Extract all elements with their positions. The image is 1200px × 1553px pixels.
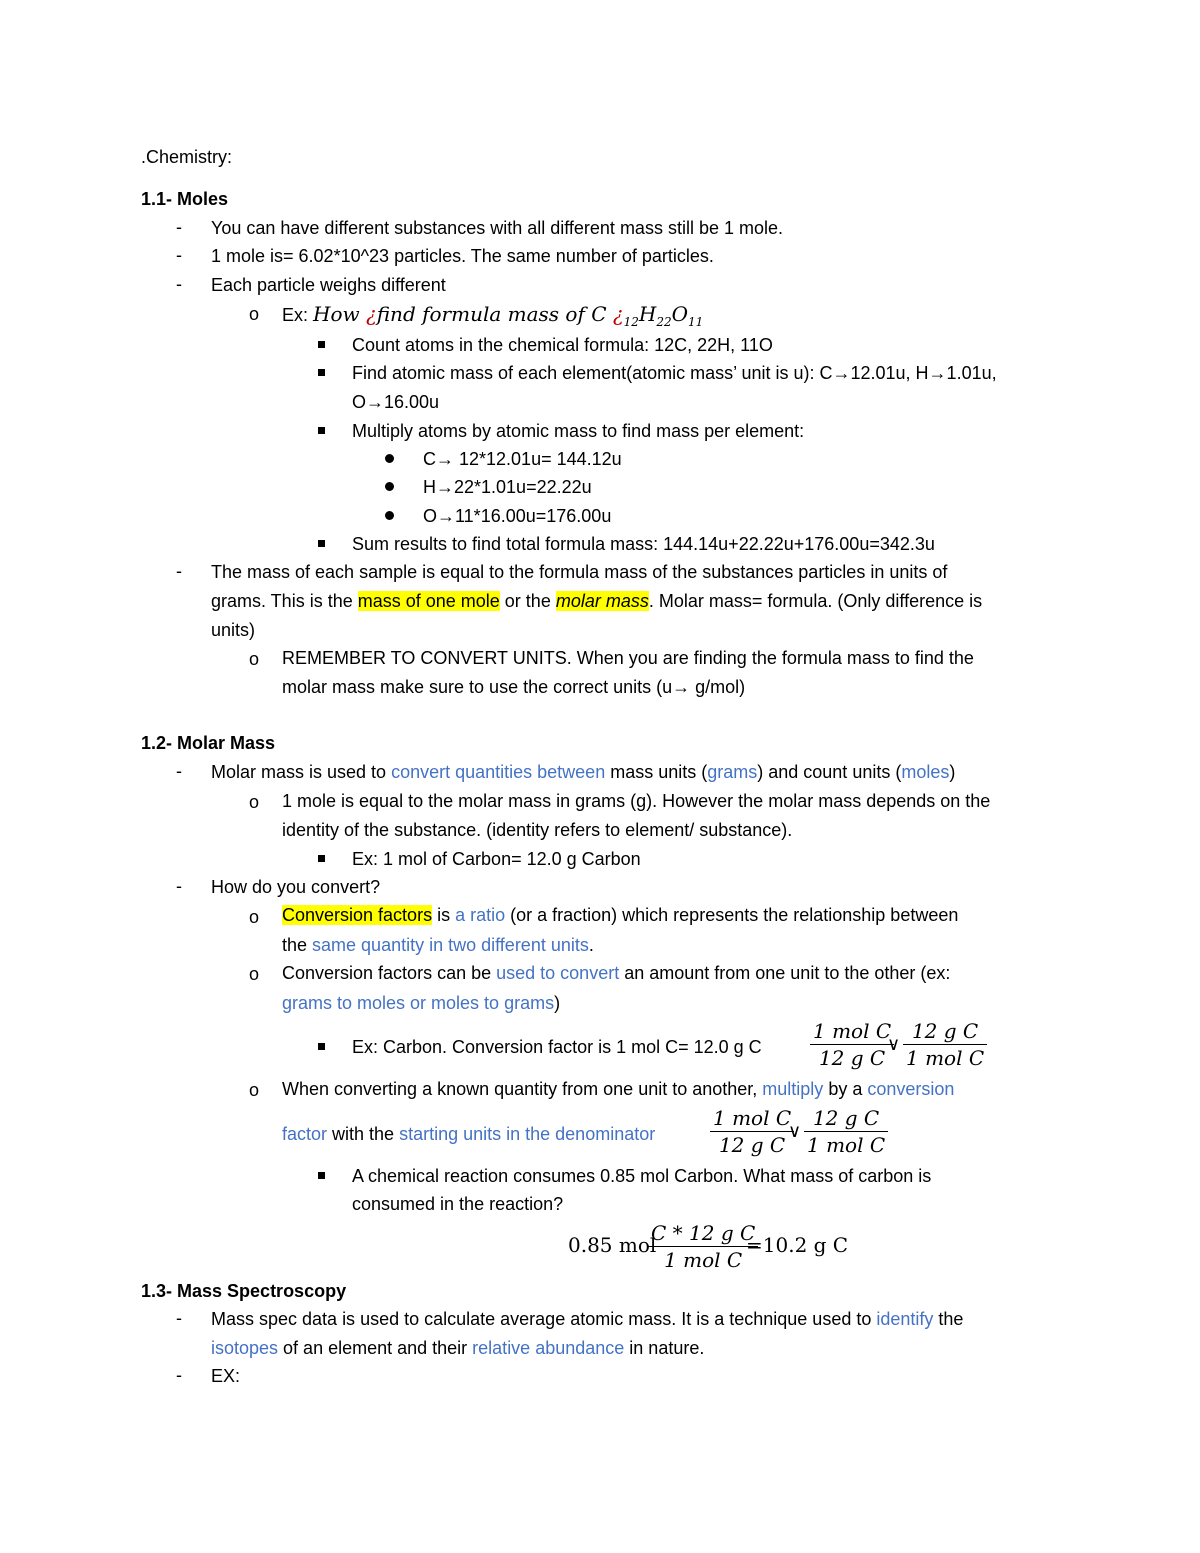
or-symbol: ∨ xyxy=(887,1034,901,1055)
circle-marker: o xyxy=(249,792,260,812)
square-bullet xyxy=(318,540,325,547)
step-text: Count atoms in the chemical formula: 12C, 22H, 11O xyxy=(352,335,773,355)
bullet-text-line xyxy=(211,761,955,783)
reminder-text: molar mass make sure to use the correct units (u→ g/mol) xyxy=(282,677,746,697)
step-text: Sum results to find total formula mass: 144.14u+22.22u+176.00u=342.3u xyxy=(352,534,935,554)
bullet-text: Each particle weighs different xyxy=(211,275,446,295)
blue-text: convert quantities between xyxy=(391,762,606,782)
example-formula xyxy=(282,300,703,336)
fraction-denominator: 12 g C xyxy=(718,1133,786,1157)
dash-marker: - xyxy=(176,876,182,896)
text-run: Molar mass is used to xyxy=(211,762,392,782)
step-text: Multiply atoms by atomic mass to find mass per element: xyxy=(352,421,805,441)
math-text: How xyxy=(313,302,366,326)
fraction-numerator: C * 12 g C xyxy=(648,1220,758,1247)
bullet-text-line xyxy=(211,590,982,612)
text-run: . xyxy=(588,935,594,955)
blue-text: moles xyxy=(901,762,950,782)
dash-marker: - xyxy=(176,561,182,581)
square-bullet xyxy=(318,427,325,434)
dash-marker: - xyxy=(176,217,182,237)
bullet-text: EX: xyxy=(211,1366,241,1386)
text-run: or the xyxy=(499,591,556,611)
math-text: find formula mass of C xyxy=(376,302,613,326)
highlight-molar-mass: molar mass xyxy=(555,591,649,611)
circle-marker: o xyxy=(249,304,260,324)
sub-bullet-text-line xyxy=(282,1078,954,1100)
blue-text: same quantity in two different units xyxy=(312,935,589,955)
sub-bullet-text-line xyxy=(282,1123,655,1145)
calc-text: H→22*1.01u=22.22u xyxy=(423,477,592,497)
fraction-denominator: 1 mol C xyxy=(664,1248,743,1272)
dash-marker: - xyxy=(176,1365,182,1385)
fraction-denominator: 1 mol C xyxy=(807,1133,886,1157)
highlight-conversion-factors: Conversion factors xyxy=(282,905,433,925)
equation-fraction xyxy=(648,1220,758,1273)
page-title: .Chemistry: xyxy=(141,147,233,167)
step-text: Find atomic mass of each element(atomic mass’ unit is u): C→12.01u, H→1.01u, xyxy=(352,363,997,383)
round-bullet xyxy=(385,511,394,520)
circle-marker: o xyxy=(249,649,260,669)
fraction-gram-per-mol xyxy=(903,1018,987,1071)
text-run: ) xyxy=(949,762,956,782)
fraction-denominator: 12 g C xyxy=(818,1046,886,1070)
step-text: O→16.00u xyxy=(352,392,440,412)
bullet-text: How do you convert? xyxy=(211,877,381,897)
blue-text: used to convert xyxy=(496,963,620,983)
text-run: . Molar mass= formula. (Only difference is xyxy=(648,591,983,611)
math-placeholder-glyph: ¿ xyxy=(365,302,377,326)
calc-text: O→11*16.00u=176.00u xyxy=(423,506,612,526)
fraction-numerator: 12 g C xyxy=(903,1018,987,1045)
or-symbol: ∨ xyxy=(788,1121,802,1142)
text-run: When converting a known quantity from one unit to another, xyxy=(282,1079,763,1099)
blue-text: isotopes xyxy=(211,1338,279,1358)
circle-marker: o xyxy=(249,1080,260,1100)
dash-marker: - xyxy=(176,245,182,265)
text-run: the xyxy=(933,1309,964,1329)
text-run: the xyxy=(282,935,313,955)
bullet-text: You can have different substances with all different mass still be 1 mole. xyxy=(211,218,783,238)
math-text: O xyxy=(671,302,689,326)
fraction-mol-per-gram xyxy=(710,1105,794,1158)
square-bullet xyxy=(318,369,325,376)
text-run: with the xyxy=(327,1124,400,1144)
reminder-text: REMEMBER TO CONVERT UNITS. When you are finding the formula mass to find the xyxy=(282,648,974,668)
text-run: in nature. xyxy=(624,1338,705,1358)
circle-marker: o xyxy=(249,964,260,984)
blue-text: grams xyxy=(707,762,758,782)
dash-marker: - xyxy=(176,761,182,781)
text-run: is xyxy=(432,905,456,925)
fraction-numerator: 1 mol C xyxy=(710,1105,794,1132)
highlight-mass-of-one-mole: mass of one mole xyxy=(357,591,500,611)
bullet-text: The mass of each sample is equal to the formula mass of the substances particles in units of xyxy=(211,562,948,582)
bullet-text-line xyxy=(211,1337,704,1359)
square-bullet xyxy=(318,855,325,862)
bullet-text-line xyxy=(211,1308,963,1330)
sub-bullet-text: 1 mole is equal to the molar mass in grams (g). However the molar mass depends on the xyxy=(282,791,991,811)
text-run: ) and count units ( xyxy=(757,762,902,782)
fraction-denominator: 1 mol C xyxy=(906,1046,985,1070)
text-run: mass units ( xyxy=(605,762,708,782)
subscript: 12 xyxy=(623,315,639,329)
text-run: grams. This is the xyxy=(211,591,358,611)
example-label: Ex: xyxy=(282,305,314,325)
equation-left: 0.85 mol xyxy=(568,1233,657,1257)
section-heading-moles: 1.1- Moles xyxy=(141,189,229,209)
blue-text: a ratio xyxy=(455,905,506,925)
question-text: consumed in the reaction? xyxy=(352,1194,564,1214)
blue-text: starting units in the denominator xyxy=(399,1124,656,1144)
question-text: A chemical reaction consumes 0.85 mol Carbon. What mass of carbon is xyxy=(352,1166,932,1186)
square-bullet xyxy=(318,341,325,348)
text-run: Mass spec data is used to calculate average atomic mass. It is a technique used to xyxy=(211,1309,877,1329)
text-run: of an element and their xyxy=(278,1338,473,1358)
circle-marker: o xyxy=(249,907,260,927)
square-bullet xyxy=(318,1172,325,1179)
blue-text: identify xyxy=(876,1309,934,1329)
bullet-text: units) xyxy=(211,620,256,640)
sub-bullet-text-line xyxy=(282,962,950,984)
section-heading-mass-spectroscopy: 1.3- Mass Spectroscopy xyxy=(141,1281,347,1301)
bullet-text: 1 mole is= 6.02*10^23 particles. The same number of particles. xyxy=(211,246,714,266)
fraction-gram-per-mol xyxy=(804,1105,888,1158)
blue-text: factor xyxy=(282,1124,328,1144)
fraction-numerator: 12 g C xyxy=(804,1105,888,1132)
subscript: 11 xyxy=(688,315,704,329)
text-run: ) xyxy=(554,993,561,1013)
section-heading-molar-mass: 1.2- Molar Mass xyxy=(141,733,276,753)
sub-bullet-text: identity of the substance. (identity refers to element/ substance). xyxy=(282,820,793,840)
round-bullet xyxy=(385,482,394,491)
blue-text: conversion xyxy=(867,1079,955,1099)
subscript: 22 xyxy=(656,315,672,329)
equation-right: =10.2 g C xyxy=(746,1233,849,1257)
calc-text: C→ 12*12.01u= 144.12u xyxy=(423,449,622,469)
blue-text: grams to moles or moles to grams xyxy=(282,993,555,1013)
sub-bullet-text-line xyxy=(282,992,560,1014)
round-bullet xyxy=(385,454,394,463)
blue-text: relative abundance xyxy=(472,1338,625,1358)
text-run: (or a fraction) which represents the relationship between xyxy=(505,905,959,925)
dash-marker: - xyxy=(176,1308,182,1328)
fraction-numerator: 1 mol C xyxy=(810,1018,894,1045)
text-run: by a xyxy=(823,1079,868,1099)
sub-bullet-text-line xyxy=(282,934,594,956)
fraction-mol-per-gram xyxy=(810,1018,894,1071)
text-run: an amount from one unit to the other (ex: xyxy=(619,963,951,983)
math-placeholder-glyph: ¿ xyxy=(612,302,624,326)
blue-text: multiply xyxy=(762,1079,824,1099)
square-bullet xyxy=(318,1043,325,1050)
step-text: Ex: 1 mol of Carbon= 12.0 g Carbon xyxy=(352,849,641,869)
text-run: Conversion factors can be xyxy=(282,963,497,983)
dash-marker: - xyxy=(176,274,182,294)
step-text: Ex: Carbon. Conversion factor is 1 mol C= 12.0 g C xyxy=(352,1037,762,1057)
math-text: H xyxy=(638,302,657,326)
sub-bullet-text-line xyxy=(282,904,958,926)
